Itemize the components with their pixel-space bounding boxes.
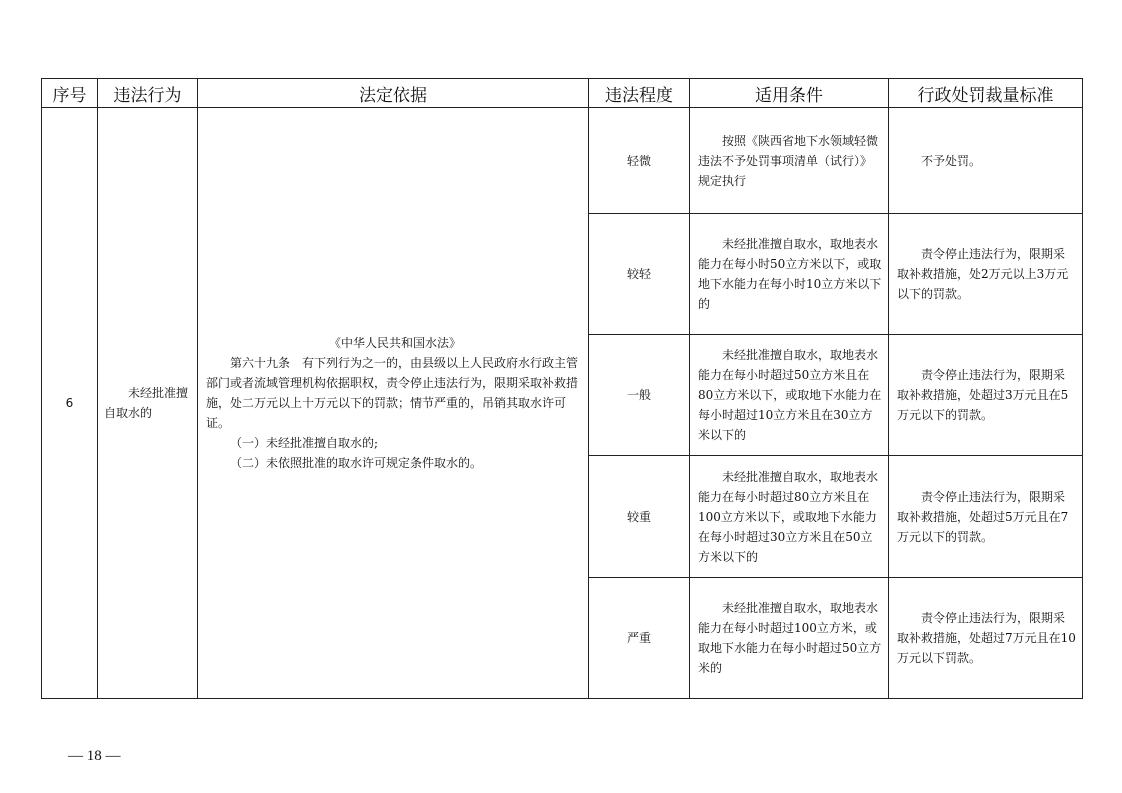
law-item-1: （一）未经批准擅自取水的; <box>230 436 379 450</box>
header-degree: 违法程度 <box>589 79 690 108</box>
condition-text: 未经批准擅自取水，取地表水能力在每小时50立方米以下，或取地下水能力在每小时10立方米以下的 <box>698 237 882 311</box>
header-basis: 法定依据 <box>198 79 589 108</box>
penalty-text: 不予处罚。 <box>921 153 982 168</box>
penalty-text: 责令停止违法行为，限期采取补救措施，处超过3万元且在5万元以下的罚款。 <box>897 368 1069 422</box>
condition-cell <box>690 108 889 214</box>
condition-cell <box>690 578 889 699</box>
act-cell <box>98 108 198 699</box>
penalty-text: 责令停止违法行为，限期采取补救措施，处2万元以上3万元以下的罚款。 <box>897 247 1069 301</box>
header-condition: 适用条件 <box>690 79 889 108</box>
degree-cell: 严重 <box>589 578 690 699</box>
condition-cell <box>690 456 889 578</box>
degree-cell: 较轻 <box>589 214 690 335</box>
penalty-cell <box>889 108 1083 214</box>
law-article: 第六十九条 有下列行为之一的，由县级以上人民政府水行政主管部门或者流域管理机构依据职权，责令停止违法行为，限期采取补救措施，处二万元以上十万元以下的罚款；情节严重的，吊销其取水许可证。 <box>206 356 579 430</box>
condition-text: 未经批准擅自取水，取地表水能力在每小时超过50立方米且在80立方米以下，或取地下水能力在每小时超过10立方米且在30立方米以下的 <box>698 348 882 442</box>
header-row <box>42 79 1083 108</box>
condition-text: 未经批准擅自取水，取地表水能力在每小时超过80立方米且在100立方米以下，或取地下水能力在每小时超过30立方米且在50立方米以下的 <box>698 469 879 564</box>
penalty-standard-table <box>41 78 1083 699</box>
condition-text: 未经批准擅自取水，取地表水能力在每小时超过100立方米，或取地下水能力在每小时超过50立方米的 <box>698 601 882 675</box>
header-seq: 序号 <box>42 79 98 108</box>
degree-cell: 一般 <box>589 335 690 456</box>
penalty-text: 责令停止违法行为，限期采取补救措施，处超过5万元且在7万元以下的罚款。 <box>897 489 1069 544</box>
condition-text: 按照《陕西省地下水领域轻微违法不予处罚事项清单（试行）》规定执行 <box>698 133 879 188</box>
penalty-cell <box>889 456 1083 578</box>
degree-cell: 轻微 <box>589 108 690 214</box>
page-number: — 18 — <box>68 748 121 764</box>
table-row <box>42 108 1083 214</box>
act-text: 未经批准擅自取水的 <box>104 386 189 420</box>
basis-cell <box>198 108 589 699</box>
degree-cell: 较重 <box>589 456 690 578</box>
seq-cell: 6 <box>42 108 98 699</box>
header-penalty: 行政处罚裁量标准 <box>889 79 1083 108</box>
penalty-cell <box>889 214 1083 335</box>
condition-cell <box>690 335 889 456</box>
penalty-cell <box>889 578 1083 699</box>
law-title: 《中华人民共和国水法》 <box>328 336 461 350</box>
header-act: 违法行为 <box>98 79 198 108</box>
law-item-2: （二）未依照批准的取水许可规定条件取水的。 <box>230 456 483 470</box>
penalty-text: 责令停止违法行为，限期采取补救措施，处超过7万元且在10万元以下罚款。 <box>897 611 1076 665</box>
penalty-cell <box>889 335 1083 456</box>
condition-cell <box>690 214 889 335</box>
